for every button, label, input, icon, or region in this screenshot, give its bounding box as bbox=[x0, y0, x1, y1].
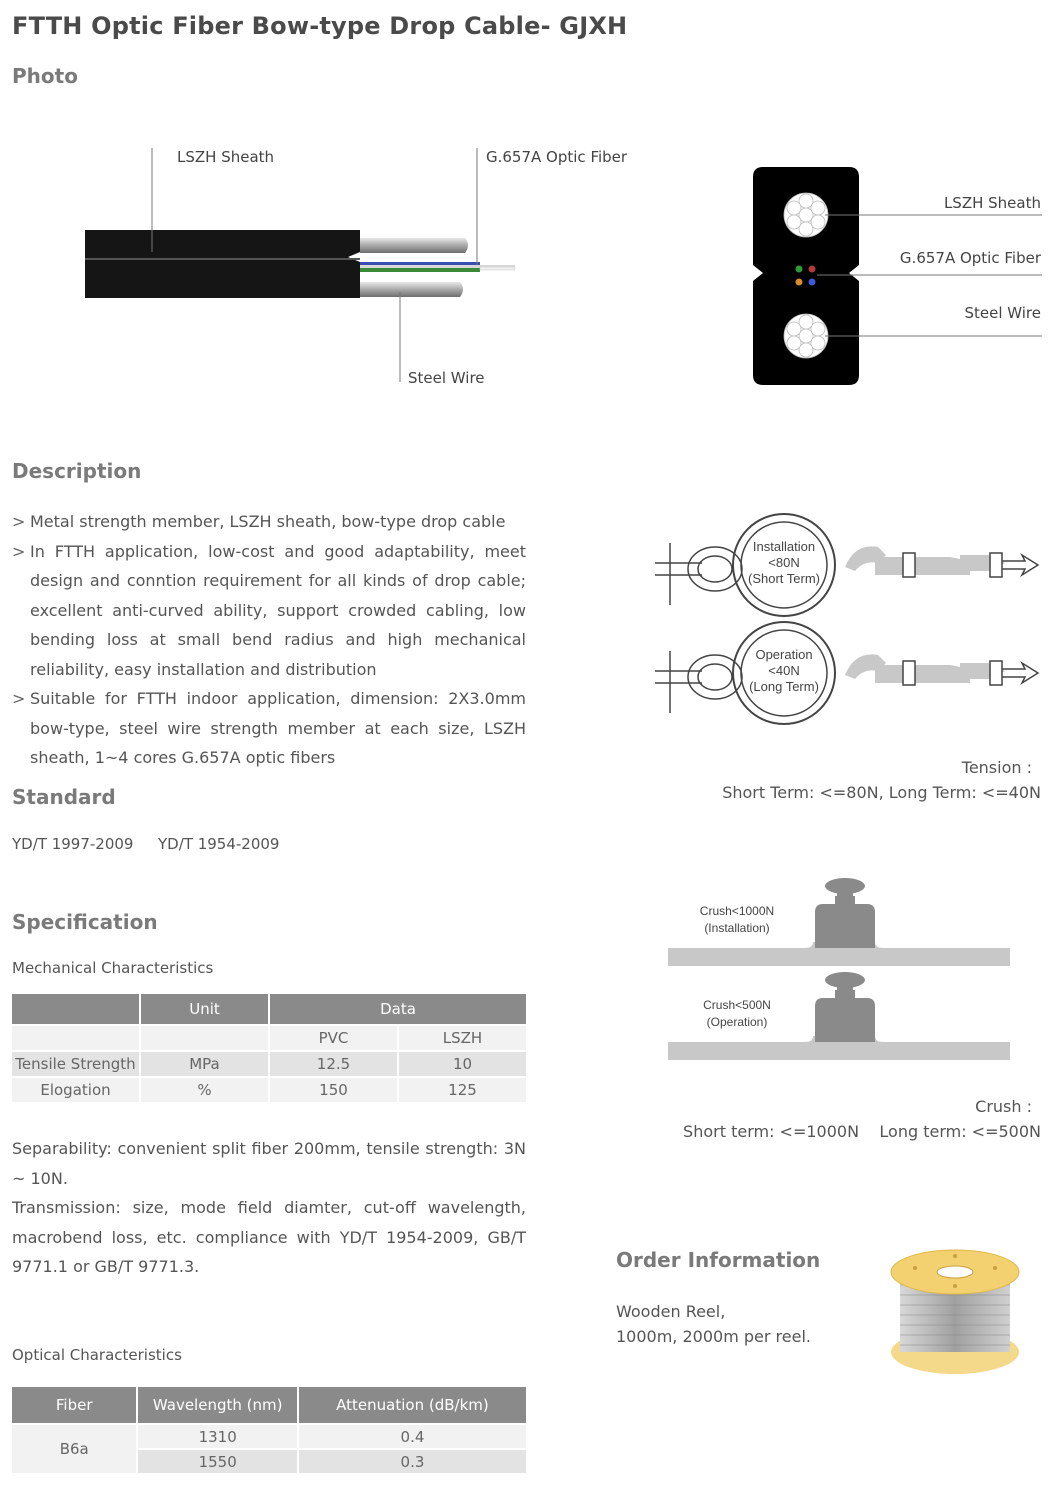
table-cell-unit: % bbox=[141, 1078, 268, 1102]
crush-install-line1: Crush<1000N bbox=[699, 904, 775, 918]
crush-diagram bbox=[665, 870, 1015, 1070]
tension-install-line3: (Short Term) bbox=[748, 571, 820, 586]
photo-heading: Photo bbox=[12, 64, 78, 88]
optical-title: Optical Characteristics bbox=[12, 1346, 182, 1364]
page-title: FTTH Optic Fiber Bow-type Drop Cable- GJXH bbox=[12, 12, 628, 40]
tension-operation-line1: Operation bbox=[755, 647, 813, 662]
table-cell-pvc: 150 bbox=[270, 1078, 397, 1102]
tension-install-line1: Installation bbox=[752, 539, 816, 554]
table-header-fiber: Fiber bbox=[12, 1387, 136, 1423]
table-cell-fiber: B6a bbox=[12, 1425, 136, 1473]
table-header-data: Data bbox=[270, 994, 526, 1024]
table-cell-attenuation: 0.4 bbox=[299, 1425, 526, 1448]
table-cell-name: Tensile Strength bbox=[12, 1052, 139, 1076]
table-header-attenuation: Attenuation (dB/km) bbox=[299, 1387, 526, 1423]
mechanical-table bbox=[10, 992, 528, 1104]
tension-operation-line2: <40N bbox=[768, 663, 800, 678]
standard-item: YD/T 1954-2009 bbox=[158, 835, 280, 853]
label-optic-fiber-right: G.657A Optic Fiber bbox=[899, 249, 1041, 267]
label-steel-wire: Steel Wire bbox=[408, 369, 485, 387]
standard-heading: Standard bbox=[12, 785, 116, 809]
table-header-empty bbox=[12, 994, 139, 1024]
table-header-unit: Unit bbox=[141, 994, 268, 1024]
description-item: > In FTTH application, low-cost and good adaptability, meet design and conntion requirement for all kinds of drop cable; excellent anti-curved ability, support crowded cabling, low bending loss at small bend radius and high mechanical reliability, easy installation and distribution bbox=[12, 537, 526, 685]
table-row bbox=[12, 1078, 526, 1102]
table-cell-lszh: 10 bbox=[399, 1052, 526, 1076]
mechanical-title: Mechanical Characteristics bbox=[12, 959, 214, 977]
description-item: > Metal strength member, LSZH sheath, bow-type drop cable bbox=[12, 507, 526, 537]
table-cell-wavelength: 1310 bbox=[138, 1425, 297, 1448]
table-cell-empty bbox=[141, 1026, 268, 1050]
table-row bbox=[12, 1425, 526, 1448]
table-cell-name: Elogation bbox=[12, 1078, 139, 1102]
tension-install-line2: <80N bbox=[768, 555, 800, 570]
table-sub-lszh: LSZH bbox=[399, 1026, 526, 1050]
table-sub-pvc: PVC bbox=[270, 1026, 397, 1050]
tension-operation-line3: (Long Term) bbox=[749, 679, 819, 694]
label-lszh-sheath-right: LSZH Sheath bbox=[943, 194, 1041, 212]
wooden-reel-image bbox=[880, 1240, 1030, 1380]
label-steel-wire-right: Steel Wire bbox=[964, 304, 1041, 322]
label-lszh-sheath: LSZH Sheath bbox=[177, 148, 275, 166]
standard-item: YD/T 1997-2009 bbox=[12, 835, 134, 853]
tension-diagram bbox=[650, 505, 1045, 730]
crush-title: Crush : bbox=[975, 1097, 1032, 1116]
table-cell-lszh: 125 bbox=[399, 1078, 526, 1102]
order-heading: Order Information bbox=[616, 1248, 821, 1272]
order-line2: 1000m, 2000m per reel. bbox=[616, 1327, 811, 1346]
specification-heading: Specification bbox=[12, 910, 158, 934]
table-cell-empty bbox=[12, 1026, 139, 1050]
tension-title: Tension : bbox=[961, 758, 1032, 777]
crush-values: Short term: <=1000N Long term: <=500N bbox=[683, 1122, 1041, 1141]
tension-values: Short Term: <=80N, Long Term: <=40N bbox=[722, 783, 1041, 802]
separability-text: Separability: convenient split fiber 200mm, tensile strength: 3N ~ 10N. bbox=[12, 1139, 526, 1188]
order-line1: Wooden Reel, bbox=[616, 1302, 726, 1321]
crush-operation-line1: Crush<500N bbox=[703, 998, 771, 1012]
table-cell-pvc: 12.5 bbox=[270, 1052, 397, 1076]
table-cell-unit: MPa bbox=[141, 1052, 268, 1076]
description-item: > Suitable for FTTH indoor application, dimension: 2X3.0mm bow-type, steel wire strength member at each size, LSZH sheath, 1~4 cores G.657A optic fibers bbox=[12, 684, 526, 773]
label-optic-fiber: G.657A Optic Fiber bbox=[486, 148, 628, 166]
description-heading: Description bbox=[12, 459, 142, 483]
table-row bbox=[12, 1052, 526, 1076]
table-header-wavelength: Wavelength (nm) bbox=[138, 1387, 297, 1423]
crush-install-line2: (Installation) bbox=[704, 921, 770, 935]
crush-operation-line2: (Operation) bbox=[706, 1015, 768, 1029]
optical-table bbox=[10, 1385, 528, 1475]
cable-side-illustration bbox=[60, 140, 540, 400]
transmission-text: Transmission: size, mode field diamter, cut-off wavelength, macrobend loss, etc. compliance with YD/T 1954-2009, GB/T 9771.1 or GB/T 9771.3. bbox=[12, 1198, 526, 1276]
description-list bbox=[12, 507, 526, 773]
table-cell-wavelength: 1550 bbox=[138, 1450, 297, 1473]
table-cell-attenuation: 0.3 bbox=[299, 1450, 526, 1473]
